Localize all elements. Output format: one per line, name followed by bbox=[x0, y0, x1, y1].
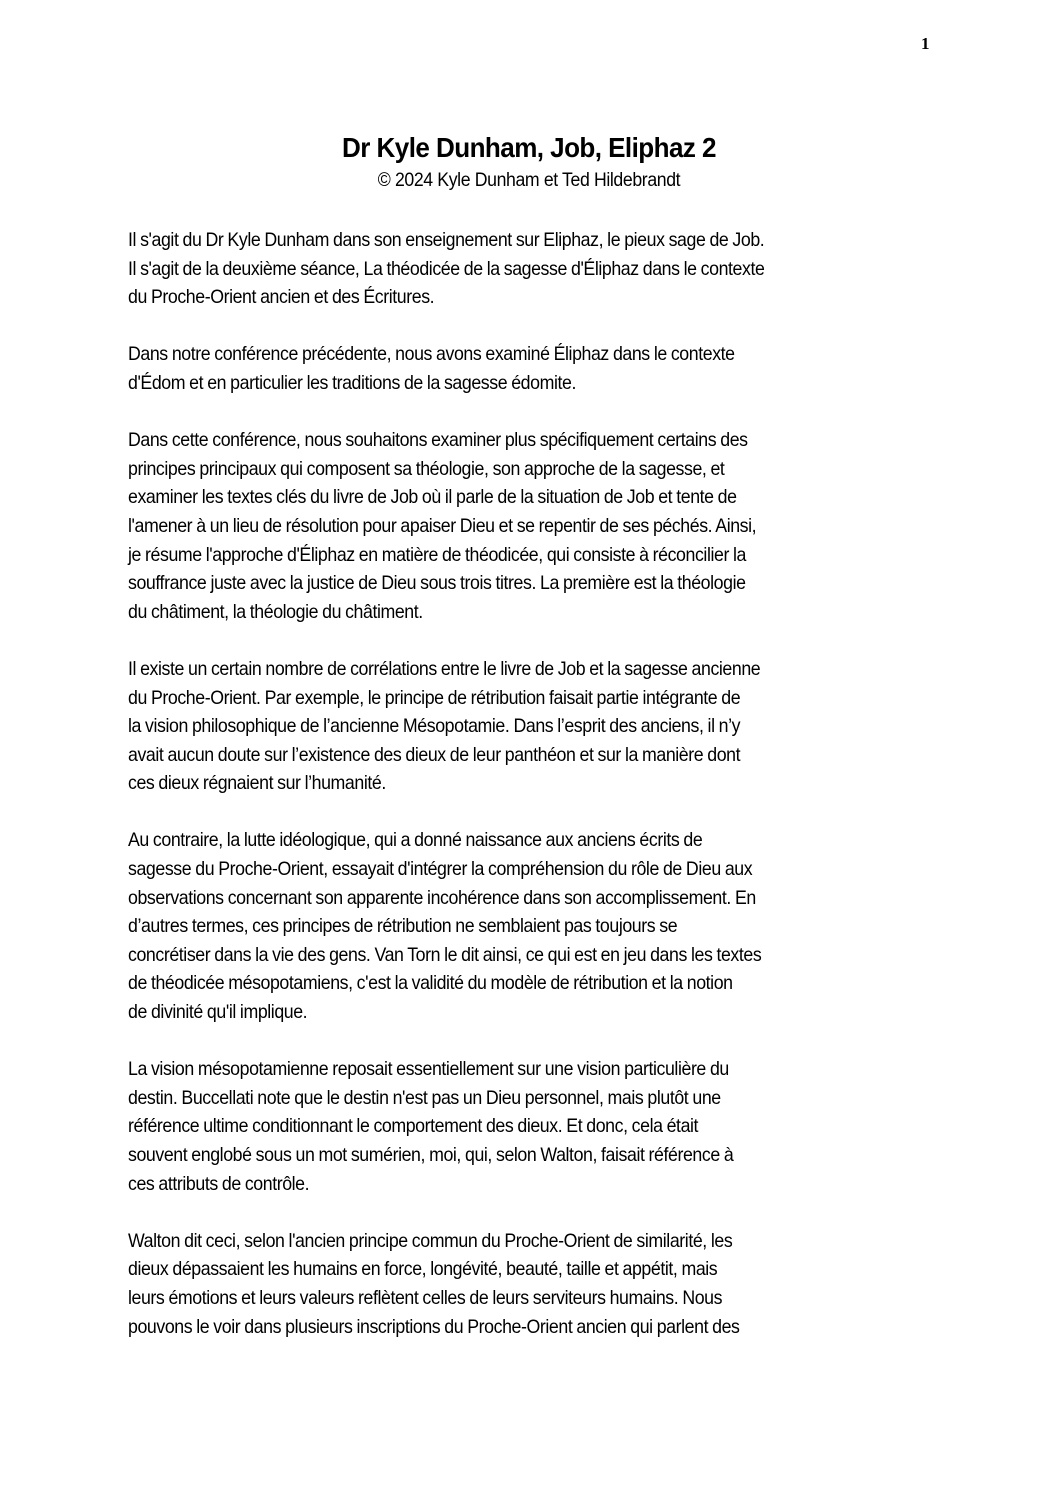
text-line: leurs émotions et leurs valeurs reflètent celles de leurs serviteurs humains. Nous bbox=[128, 1287, 723, 1309]
paragraph-ideological-struggle bbox=[128, 827, 924, 1027]
document-title: Dr Kyle Dunham, Job, Eliphaz 2 bbox=[342, 132, 716, 163]
paragraph-correlations bbox=[128, 656, 924, 799]
text-line: d'Édom et en particulier les traditions de la sagesse édomite. bbox=[128, 372, 576, 394]
text-line: destin. Buccellati note que le destin n'est pas un Dieu personnel, mais plutôt une bbox=[128, 1087, 721, 1109]
text-line: dieux dépassaient les humains en force, longévité, beauté, taille et appétit, mais bbox=[128, 1259, 718, 1281]
copyright-line: © 2024 Kyle Dunham et Ted Hildebrandt bbox=[377, 170, 681, 191]
text-line: La vision mésopotamienne reposait essentiellement sur une vision particulière du bbox=[128, 1059, 729, 1081]
text-line: souvent englobé sous un mot sumérien, moi, qui, selon Walton, faisait référence à bbox=[128, 1145, 734, 1166]
text-line: Il existe un certain nombre de corrélations entre le livre de Job et la sagesse ancienne bbox=[128, 658, 761, 680]
paragraph-previous-lecture bbox=[128, 341, 924, 398]
text-line: observations concernant son apparente incohérence dans son accomplissement. En bbox=[128, 887, 756, 909]
text-line: de théodicée mésopotamiens, c'est la validité du modèle de rétribution et la notion bbox=[128, 973, 733, 995]
paragraph-this-lecture bbox=[128, 427, 924, 627]
text-line: je résume l'approche d'Éliphaz en matière de théodicée, qui consiste à réconcilier la bbox=[128, 544, 746, 566]
text-line: référence ultime conditionnant le comportement des dieux. Et donc, cela était bbox=[128, 1116, 699, 1138]
text-line: concrétiser dans la vie des gens. Van Torn le dit ainsi, ce qui est en jeu dans les textes bbox=[128, 944, 762, 966]
text-line: du Proche-Orient. Par exemple, le principe de rétribution faisait partie intégrante de bbox=[128, 687, 741, 709]
text-line: ces attributs de contrôle. bbox=[128, 1173, 310, 1195]
page-number: 1 bbox=[921, 34, 930, 53]
text-line: du châtiment, la théologie du châtiment. bbox=[128, 601, 423, 623]
text-line: sagesse du Proche-Orient, essayait d'intégrer la compréhension du rôle de Dieu aux bbox=[128, 859, 753, 881]
text-line: Au contraire, la lutte idéologique, qui a donné naissance aux anciens écrits de bbox=[128, 830, 703, 852]
text-line: l'amener à un lieu de résolution pour apaiser Dieu et se repentir de ses péchés. Ainsi, bbox=[128, 515, 757, 537]
text-line: Dans notre conférence précédente, nous avons examiné Éliphaz dans le contexte bbox=[128, 344, 735, 366]
text-line: de divinité qu'il implique. bbox=[128, 1002, 308, 1024]
text-line: Walton dit ceci, selon l'ancien principe commun du Proche-Orient de similarité, les bbox=[128, 1230, 733, 1252]
text-line: d’autres termes, ces principes de rétribution ne semblaient pas toujours se bbox=[128, 916, 678, 938]
text-line: avait aucun doute sur l’existence des dieux de leur panthéon et sur la manière dont bbox=[128, 744, 741, 766]
text-line: Dans cette conférence, nous souhaitons examiner plus spécifiquement certains des bbox=[128, 430, 748, 452]
paragraph-intro bbox=[128, 227, 924, 313]
paragraph-walton bbox=[128, 1228, 924, 1342]
text-line: ces dieux régnaient sur l’humanité. bbox=[128, 773, 386, 795]
text-line: Il s'agit du Dr Kyle Dunham dans son enseignement sur Eliphaz, le pieux sage de Job. bbox=[128, 230, 765, 251]
text-line: examiner les textes clés du livre de Job où il parle de la situation de Job et tente de bbox=[128, 487, 737, 509]
text-line: la vision philosophique de l’ancienne Mésopotamie. Dans l’esprit des anciens, il n’y bbox=[128, 716, 741, 738]
text-line: pouvons le voir dans plusieurs inscriptions du Proche-Orient ancien qui parlent des bbox=[128, 1316, 740, 1338]
document-body bbox=[128, 227, 924, 1371]
text-line: souffrance juste avec la justice de Dieu sous trois titres. La première est la théologie bbox=[128, 573, 746, 595]
text-line: Il s'agit de la deuxième séance, La théodicée de la sagesse d'Éliphaz dans le contexte bbox=[128, 258, 765, 280]
text-line: du Proche-Orient ancien et des Écritures. bbox=[128, 287, 435, 309]
paragraph-destiny bbox=[128, 1056, 924, 1199]
text-line: principes principaux qui composent sa théologie, son approche de la sagesse, et bbox=[128, 458, 725, 480]
